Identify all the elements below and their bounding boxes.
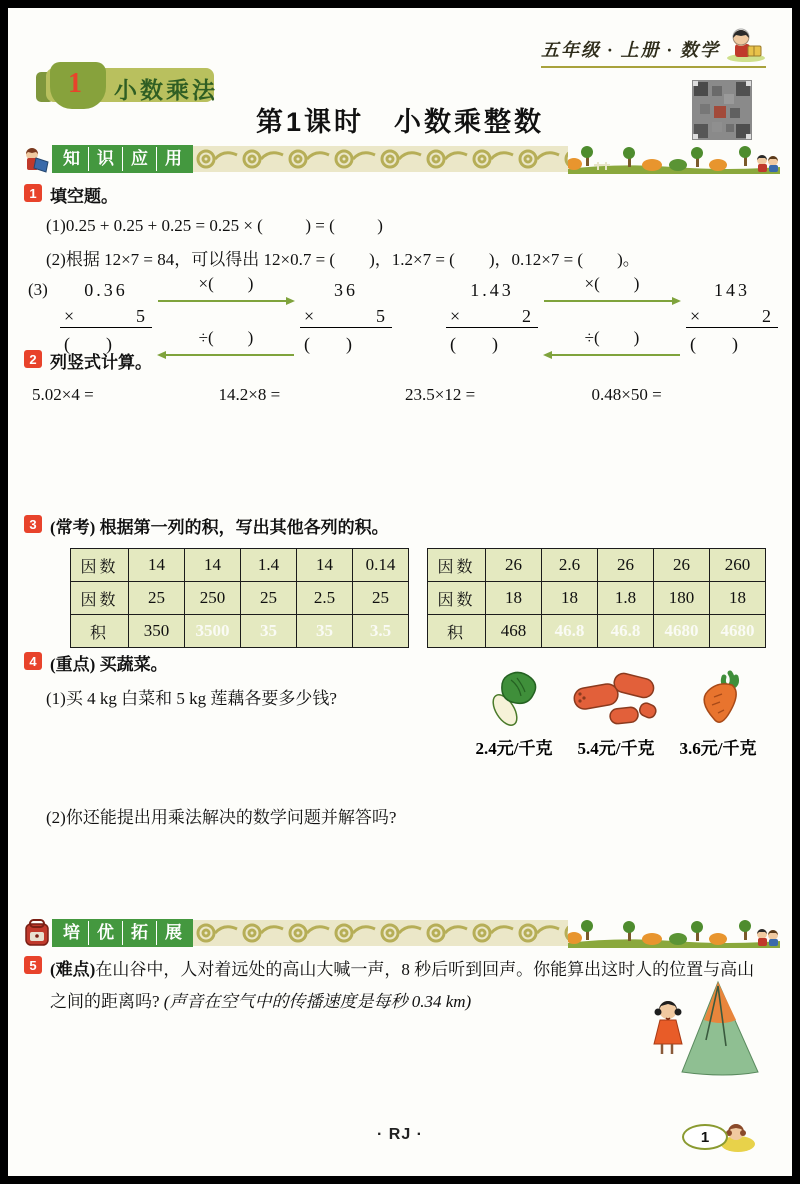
cabbage-icon	[487, 670, 541, 730]
q4-item-2: (2)你还能提出用乘法解决的数学问题并解答吗?	[46, 808, 397, 827]
price-label: 5.4元/千克	[577, 739, 655, 758]
unit-number: 1	[68, 68, 82, 99]
calc-problem: 5.02×4 =	[32, 385, 94, 404]
section-banner-extension	[22, 918, 780, 948]
banner-char: 识	[89, 147, 123, 171]
cell-faint-answer: 3.5	[353, 615, 409, 648]
q1-item-1: (1)0.25 + 0.25 + 0.25 = 0.25 × ( ) = ( )	[46, 216, 383, 235]
question-4-item-2	[24, 803, 778, 828]
answer-blank: ( )	[304, 334, 352, 354]
cell-faint-answer: 3500	[185, 615, 241, 648]
mult-sign: ×	[304, 306, 318, 326]
question-5-note: (声音在空气中的传播速度是每秒 0.34 km)	[163, 992, 472, 1012]
mult-sign: ×	[450, 306, 464, 326]
cell: 2.5	[297, 582, 353, 615]
landscape-trees-icon	[568, 144, 780, 174]
schoolbag-icon	[22, 918, 52, 948]
banner-char: 用	[165, 149, 182, 168]
question-number-badge: 3	[24, 515, 42, 533]
question-number-badge: 4	[24, 652, 42, 670]
question-number-badge: 5	[24, 956, 42, 974]
cell: 26	[598, 549, 654, 582]
question-2	[24, 348, 778, 405]
q4-item-1: (1)买 4 kg 白菜和 5 kg 莲藕各要多少钱?	[46, 689, 337, 708]
banner-char: 培	[55, 921, 89, 945]
cell: 14	[297, 549, 353, 582]
row-label: 因数	[71, 549, 129, 582]
cell: 25	[241, 582, 297, 615]
lesson-title: 第1课时 小数乘整数	[255, 107, 545, 137]
page-number-marker	[682, 1120, 756, 1154]
cell: 14	[129, 549, 185, 582]
answer-blank: ( )	[450, 334, 498, 354]
mult-sign: ×	[64, 306, 78, 326]
swirl-strip	[193, 146, 568, 172]
section-banner-knowledge	[22, 144, 780, 174]
price-label: 3.6元/千克	[679, 739, 757, 758]
footer-edition-code: · RJ ·	[377, 1126, 423, 1143]
cell: 1.4	[241, 549, 297, 582]
table-row	[428, 615, 766, 648]
cell: 250	[185, 582, 241, 615]
table-row	[71, 615, 409, 648]
multiplier: 2	[522, 306, 534, 326]
edition-header	[541, 28, 766, 68]
reading-boy-icon	[726, 28, 766, 62]
question-1-title: 填空题。	[50, 187, 118, 206]
banner-char: 拓	[123, 921, 157, 945]
cell: 0.14	[353, 549, 409, 582]
calc-problem: 14.2×8 =	[218, 385, 281, 404]
cell: 18	[542, 582, 598, 615]
question-4-tag: (重点)	[50, 655, 96, 674]
q1-item-2: (2)根据 12×7 = 84，可以得出 12×0.7 = ( )，1.2×7 = ( )，0.12×7 = ( )。	[46, 250, 640, 269]
mult-sign: ×	[690, 306, 704, 326]
table-row	[71, 549, 409, 582]
landscape-trees-icon	[568, 918, 780, 948]
cell: 14	[185, 549, 241, 582]
vegetable-cabbage	[466, 668, 562, 759]
arrow-bottom-label: ÷( )	[584, 328, 640, 347]
cell-faint-answer: 35	[297, 615, 353, 648]
answer-blank: ( )	[64, 334, 112, 354]
cell-faint-answer: 4680	[654, 615, 710, 648]
question-2-title: 列竖式计算。	[50, 353, 152, 372]
question-number-badge: 1	[24, 184, 42, 202]
cell: 18	[710, 582, 766, 615]
multiplier: 2	[762, 306, 774, 326]
price-label: 2.4元/千克	[475, 739, 553, 758]
worksheet-page	[8, 8, 792, 1176]
vegetable-price-group	[466, 668, 766, 759]
cell: 1.8	[598, 582, 654, 615]
result-value: 36	[334, 280, 358, 300]
cell: 350	[129, 615, 185, 648]
cell: 260	[710, 549, 766, 582]
page-number: 1	[682, 1124, 728, 1150]
q1-item-3-label: (3)	[28, 280, 48, 299]
table-row	[71, 582, 409, 615]
multiplier: 5	[136, 306, 148, 326]
question-3-title: 根据第一列的积，写出其他各列的积。	[99, 518, 389, 537]
edition-label: 五年级 · 上册 · 数学	[541, 40, 720, 60]
arrow-bottom-label: ÷( )	[198, 328, 254, 347]
row-label: 积	[428, 615, 486, 648]
result-value: 143	[714, 280, 750, 300]
row-label: 因数	[428, 549, 486, 582]
question-5-tag: (难点)	[50, 960, 96, 979]
vegetable-lotus-root	[568, 668, 664, 759]
table-row	[428, 549, 766, 582]
arrow-top-label: ×( )	[198, 274, 254, 293]
vegetable-carrot	[670, 668, 766, 759]
start-value: 1.43	[470, 280, 514, 300]
cell: 18	[486, 582, 542, 615]
carrot-icon	[690, 669, 746, 731]
calc-problem: 0.48×50 =	[591, 385, 662, 404]
cell-faint-answer: 35	[241, 615, 297, 648]
question-3-tag: (常考)	[50, 518, 96, 537]
question-5-text: 在山谷中，人对着远处的高山大喊一声，8 秒后听到回声。你能算出这时人的位置与高山之间的距离吗?	[50, 960, 755, 1012]
cell-faint-answer: 4680	[710, 615, 766, 648]
book-kid-icon	[22, 144, 52, 174]
cell: 2.6	[542, 549, 598, 582]
cell: 25	[353, 582, 409, 615]
row-label: 因数	[71, 582, 129, 615]
start-value: 0.36	[84, 280, 128, 300]
arrow-right-icon	[542, 296, 682, 306]
answer-blank: ( )	[690, 334, 738, 354]
banner-char: 知	[55, 147, 89, 171]
arrow-top-label: ×( )	[584, 274, 640, 293]
question-3	[24, 513, 778, 648]
cell: 25	[129, 582, 185, 615]
question-1	[24, 182, 778, 360]
table-row	[428, 582, 766, 615]
cell: 26	[654, 549, 710, 582]
lotus-root-icon	[570, 670, 662, 730]
question-4-title: 买蔬菜。	[99, 655, 168, 674]
cell: 468	[486, 615, 542, 648]
banner-char: 展	[165, 923, 182, 942]
products-table-2	[427, 548, 766, 648]
banner-char: 优	[89, 921, 123, 945]
row-label: 因数	[428, 582, 486, 615]
question-number-badge: 2	[24, 350, 42, 368]
cell: 26	[486, 549, 542, 582]
products-table-1	[70, 548, 409, 648]
cell-faint-answer: 46.8	[598, 615, 654, 648]
banner-title-knowledge	[52, 145, 193, 173]
unit-title: 小数乘法	[114, 77, 218, 103]
banner-title-extension	[52, 919, 193, 947]
girl-shouting-at-mountain-icon	[630, 976, 770, 1084]
arrow-right-icon	[156, 296, 296, 306]
row-label: 积	[71, 615, 129, 648]
cell: 180	[654, 582, 710, 615]
swirl-strip	[193, 920, 568, 946]
cell-faint-answer: 46.8	[542, 615, 598, 648]
banner-char: 应	[123, 147, 157, 171]
multiplier: 5	[376, 306, 388, 326]
calc-problem: 23.5×12 =	[405, 385, 476, 404]
